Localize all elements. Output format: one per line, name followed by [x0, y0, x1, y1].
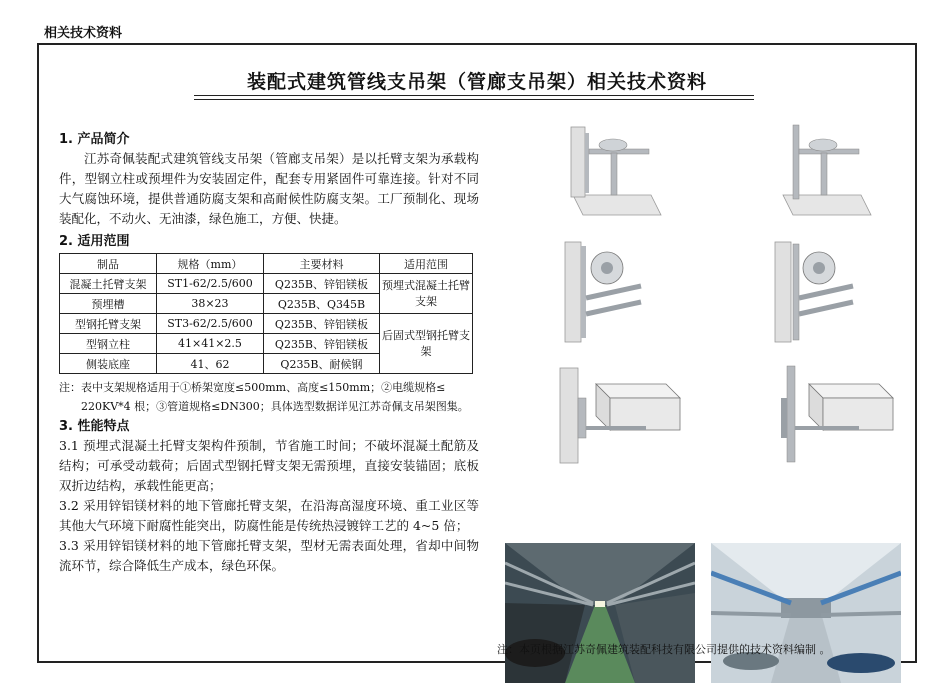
section-2-heading: 2. 适用范围 — [59, 234, 130, 249]
utility-tunnel-photo — [505, 543, 695, 683]
table-cell: Q235B、锌铝镁板 — [263, 334, 379, 354]
table-cell-scope: 后固式型钢托臂支架 — [380, 314, 473, 374]
footer-note: 注：本页根据江苏奇佩建筑装配科技有限公司提供的技术资料编制 。 — [497, 643, 831, 656]
steel-wall-bracket-illustration — [771, 238, 881, 348]
table-cell: Q235B、锌铝镁板 — [263, 314, 379, 334]
steel-side-mount-illustration — [769, 358, 899, 468]
page-title: 装配式建筑管线支吊架（管廊支吊架）相关技术资料 — [246, 71, 707, 93]
concrete-bracket-illustration — [561, 123, 671, 223]
table-cell: ST1-62/2.5/600 — [156, 274, 263, 294]
table-cell: Q235B、Q345B — [263, 294, 379, 314]
table-header-cell: 规格（mm） — [156, 254, 263, 274]
document-frame — [37, 43, 917, 663]
section-3-heading: 3. 性能特点 — [59, 419, 130, 434]
table-cell: 41×41×2.5 — [156, 334, 263, 354]
table-cell: 预埋槽 — [60, 294, 157, 314]
table-note-line-1: 注：表中支架规格适用于①桥架宽度≤500mm、高度≤150mm；②电缆规格≤ — [59, 381, 446, 394]
feature-item: 3.3 采用锌铝镁材料的地下管廊托臂支架，型材无需表面处理，省却中间物流环节，综合降低生产成本，绿色环保。 — [59, 538, 479, 573]
illustration-column — [501, 123, 913, 623]
title-rule-bottom — [194, 99, 754, 100]
steel-bracket-illustration — [771, 123, 881, 223]
table-cell-scope: 预埋式混凝土托臂支架 — [380, 274, 473, 314]
feature-item: 3.2 采用锌铝镁材料的地下管廊托臂支架，在沿海高湿度环境、重工业区等其他大气环境下耐腐性能突出，防腐性能是传统热浸镀锌工艺的 4~5 倍； — [59, 498, 479, 533]
header-label: 相关技术资料 — [44, 26, 123, 41]
concrete-wall-bracket-illustration — [561, 238, 671, 348]
table-cell: Q235B、锌铝镁板 — [263, 274, 379, 294]
table-cell: Q235B、耐候钢 — [263, 354, 379, 374]
table-cell: 侧装底座 — [60, 354, 157, 374]
table-header-row — [60, 254, 473, 274]
table-cell: ST3-62/2.5/600 — [156, 314, 263, 334]
table-header-cell: 主要材料 — [263, 254, 379, 274]
table-header-cell: 适用范围 — [380, 254, 473, 274]
table-row — [60, 274, 473, 294]
table-note — [59, 378, 479, 416]
concrete-side-mount-illustration — [556, 358, 686, 468]
feature-item: 3.1 预埋式混凝土托臂支架构件预制，节省施工时间；不破坏混凝土配筋及结构；可承受动载荷；后固式型钢托臂支架无需预埋，直接安装锚固；底板双折边结构，承载性能更高； — [59, 438, 479, 493]
scope-table — [59, 253, 473, 374]
table-cell: 混凝土托臂支架 — [60, 274, 157, 294]
table-cell: 38×23 — [156, 294, 263, 314]
section-1-heading: 1. 产品简介 — [59, 132, 130, 147]
table-row — [60, 314, 473, 334]
table-note-line-2: 220KV*4 根；③管道规格≤DN300；具体选型数据详见江苏奇佩支吊架图集。 — [81, 400, 469, 413]
table-cell: 型钢立柱 — [60, 334, 157, 354]
title-rule-top — [194, 95, 754, 96]
table-header-cell: 制品 — [60, 254, 157, 274]
table-cell: 41、62 — [156, 354, 263, 374]
pipe-gallery-photo — [711, 543, 901, 683]
text-column — [59, 131, 479, 576]
table-cell: 型钢托臂支架 — [60, 314, 157, 334]
section-1-text: 江苏奇佩装配式建筑管线支吊架（管廊支吊架）是以托臂支架为承载构件，型钢立柱或预埋件为安装固定件，配套专用紧固件可靠连接。针对不同大气腐蚀环境，提供普通防腐支架和高耐候性防腐支架。工厂预制化、现场装配化，不动火、无油漆，绿色施工，方便、快捷。 — [59, 151, 479, 226]
